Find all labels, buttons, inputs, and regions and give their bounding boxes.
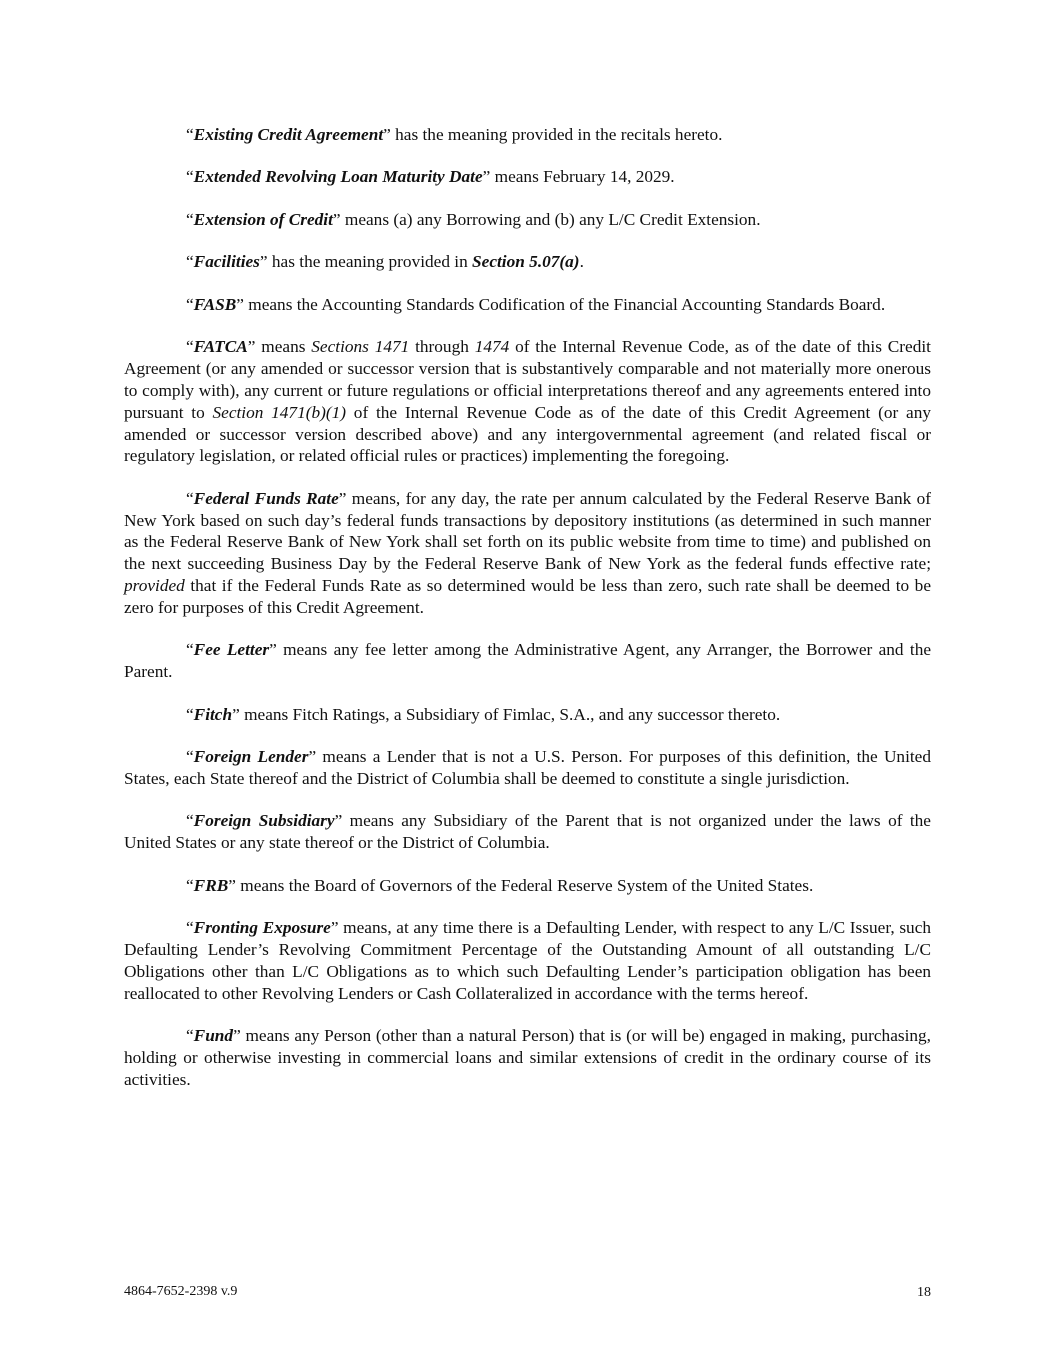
definition-foreign-subsidiary — [124, 810, 931, 854]
definition-frb — [124, 875, 931, 897]
definition-text: that if the Federal Funds Rate as so determined would be less than zero, such rate shall be deemed to be zero for purposes of this Credit Agreement. — [124, 576, 931, 617]
close-quote: ” — [308, 747, 317, 767]
defined-term: Foreign Subsidiary — [193, 811, 335, 831]
definition-text: . — [579, 252, 584, 272]
open-quote: “ — [186, 875, 194, 895]
definition-extension-of-credit — [124, 209, 931, 231]
close-quote: ” — [334, 811, 343, 831]
defined-term: Foreign Lender — [193, 747, 309, 767]
definition-text: of the Internal Revenue Code, as of the date of this Credit Agreement (or any amended or successor version that is substantively comparable and not materially more onerous to comply with), any current or future regulations or official interpretations thereof and any agreements entered into pursuant to — [124, 337, 931, 422]
close-quote: ” — [332, 209, 341, 229]
close-quote: ” — [228, 875, 236, 895]
open-quote: “ — [186, 209, 194, 229]
open-quote: “ — [186, 167, 194, 187]
definition-text: means any Subsidiary of the Parent that is not organized under the laws of the United States or any state thereof or the District of Columbia. — [124, 811, 931, 853]
open-quote: “ — [186, 640, 194, 660]
definition-text: means the Board of Governors of the Federal Reserve System of the United States. — [235, 875, 814, 895]
definition-text: means Fitch Ratings, a Subsidiary of Fimlac, S.A., and any successor thereto. — [239, 704, 781, 724]
open-quote: “ — [186, 125, 194, 144]
definition-fee-letter — [124, 639, 931, 683]
defined-term: Facilities — [193, 252, 260, 272]
section-reference: Sections 1471 — [311, 337, 410, 357]
definition-text: means any fee letter among the Administrative Agent, any Arranger, the Borrower and the Parent. — [124, 640, 932, 682]
definition-text: means (a) any Borrowing and (b) any L/C Credit Extension. — [340, 209, 761, 229]
definition-text: means — [255, 337, 312, 357]
close-quote: ” — [383, 125, 391, 144]
definition-facilities — [124, 251, 931, 273]
definition-extended-revolving-loan-maturity-date — [124, 166, 931, 188]
close-quote: ” — [259, 252, 268, 272]
close-quote: ” — [236, 294, 244, 314]
close-quote: ” — [247, 337, 256, 357]
close-quote: ” — [269, 640, 277, 660]
section-reference: Section 5.07(a) — [472, 252, 580, 272]
open-quote: “ — [186, 918, 194, 938]
definition-text: means a Lender that is not a U.S. Person. For purposes of this definition, the United States, each State thereof and the District of Columbia shall be deemed to constitute a single jurisdiction. — [124, 747, 931, 788]
definition-text: of the Internal Revenue Code as of the date of this Credit Agreement (or any amended or successor version described above) and any intergovernmental agreement (and related fiscal or regulatory legislation, or related official rules or practices) implementing the foregoing. — [124, 402, 931, 466]
definition-text: through — [409, 337, 475, 357]
close-quote: ” — [482, 167, 491, 187]
document-body — [124, 124, 931, 1111]
definition-fund — [124, 1025, 931, 1090]
definition-text: means, for any day, the rate per annum calculated by the Federal Reserve Bank of New York based on such day’s federal funds transactions by depository institutions (as determined in such manner as the Federal Reserve Bank of New York shall set forth on its public website from time to time) and published on the next succeeding Business Day by the Federal Reserve Bank of New York as the federal funds effective rate; — [124, 488, 931, 574]
open-quote: “ — [186, 704, 194, 724]
definition-text: means February 14, 2029. — [490, 167, 675, 187]
definition-fasb — [124, 294, 931, 316]
defined-term: FASB — [193, 294, 237, 314]
defined-term: Federal Funds Rate — [193, 488, 339, 508]
defined-term: Fund — [193, 1026, 234, 1046]
defined-term: Fee Letter — [193, 640, 270, 660]
section-reference: Section 1471(b)(1) — [212, 402, 347, 422]
open-quote: “ — [186, 811, 194, 831]
open-quote: “ — [186, 1026, 194, 1046]
open-quote: “ — [186, 488, 194, 508]
definition-text: has the meaning provided in the recitals hereto. — [390, 125, 723, 144]
open-quote: “ — [186, 252, 194, 272]
definition-text: means, at any time there is a Defaulting Lender, with respect to any L/C Issuer, such Defaulting Lender’s Revolving Commitment Percentage of the Outstanding Amount of all outstanding L/C Obligations other than L/C Obligations as to which such Defaulting Lender’s participation obligation has been reallocated to other Revolving Lenders or Cash Collateralized in accordance with the terms hereof. — [124, 918, 932, 1003]
definition-text: means the Accounting Standards Codification of the Financial Accounting Standards Board. — [243, 294, 886, 314]
close-quote: ” — [233, 1026, 241, 1046]
defined-term: FATCA — [193, 337, 248, 357]
proviso: provided — [124, 576, 185, 596]
section-reference: 1474 — [474, 337, 510, 357]
defined-term: Existing Credit Agreement — [193, 125, 384, 144]
open-quote: “ — [186, 337, 194, 357]
defined-term: Fitch — [193, 704, 233, 724]
definition-text: has the meaning provided in — [267, 252, 473, 272]
open-quote: “ — [186, 747, 194, 767]
document-id: 4864-7652-2398 v.9 — [124, 1284, 238, 1299]
defined-term: Extension of Credit — [193, 209, 333, 229]
definition-federal-funds-rate — [124, 488, 931, 619]
defined-term: Fronting Exposure — [193, 918, 331, 938]
definition-foreign-lender — [124, 746, 931, 790]
definition-fronting-exposure — [124, 917, 931, 1004]
open-quote: “ — [186, 294, 194, 314]
close-quote: ” — [232, 704, 240, 724]
definition-existing-credit-agreement — [124, 124, 931, 146]
definition-text: means any Person (other than a natural Person) that is (or will be) engaged in making, purchasing, holding or otherwise investing in commercial loans and similar extensions of credit in the ordinary course of its activities. — [124, 1026, 931, 1089]
close-quote: ” — [338, 488, 347, 508]
defined-term: FRB — [193, 875, 229, 895]
defined-term: Extended Revolving Loan Maturity Date — [193, 167, 483, 187]
close-quote: ” — [330, 918, 339, 938]
definition-fitch — [124, 704, 931, 726]
definition-fatca — [124, 336, 931, 467]
page-number: 18 — [917, 1285, 931, 1300]
